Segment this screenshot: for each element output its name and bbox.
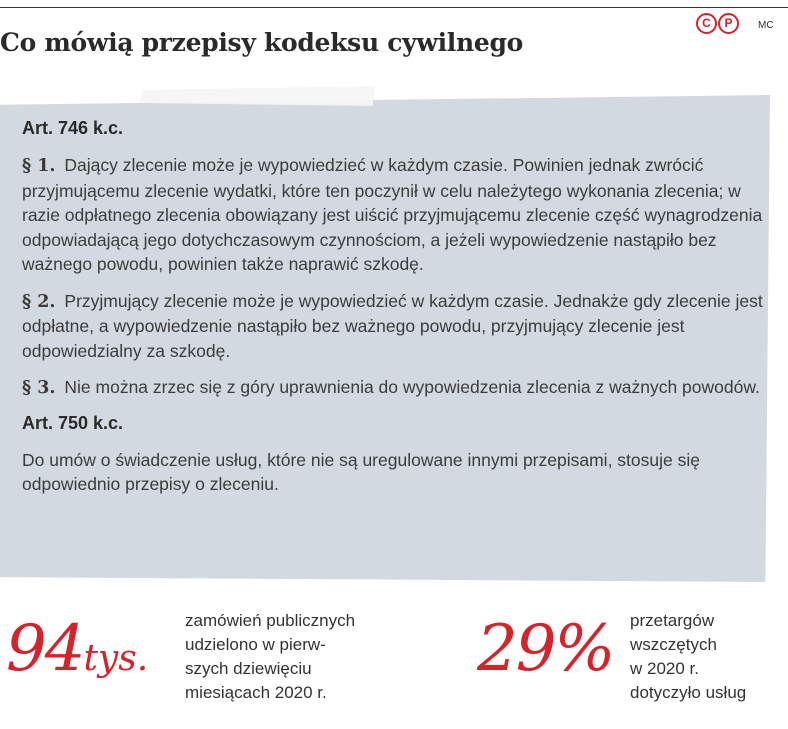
paragraph-text: Przyjmujący zlecenie może je wypowiedzieć w każdym czasie. Jednakże gdy zlecenie jest odpłatne, a wypowiedzenie nastąpiło bez ważnego powodu, przyjmujący zlecenie jest odpowiedzialny za szkodę. [22,290,763,361]
paragraph-746-1 [22,153,767,277]
copyright-badges [696,13,739,34]
article-heading-750: Art. 750 k.c. [22,412,124,433]
top-rule [0,7,788,8]
article-heading-746: Art. 746 k.c. [22,118,124,138]
stat-tenders [477,612,613,686]
stat-line: miesiącach 2020 r. [185,683,327,702]
paragraph-746-3 [22,375,767,401]
paragraph-text: Do umów o świadczenie usług, które nie są uregulowane innymi przepisami, stosuje się odpowiednio przepisy o zleceniu. [22,449,700,494]
page-title: Co mówią przepisy kodeksu cywilnego [0,28,524,57]
copyright-c-icon: C [696,13,717,34]
stat-line: w 2020 r. [630,659,699,678]
stat-unit: tys. [83,638,149,679]
paragraph-number: § 2. [22,291,56,312]
stat-number: 29% [477,612,614,686]
stat-line: udzielono w pierw- [185,635,326,654]
stat-line: zamówień publicznych [185,611,356,630]
law-content [22,112,767,509]
stat-line: szych dziewięciu [185,659,312,678]
paragraph-text: Dający zlecenie może je wypowiedzieć w każdym czasie. Powinien jednak zwrócić przyjmującemu zlecenie wydatki, które ten poczynił w celu należytego wykonania zlecenia; w razie odpłatnego zlecenia obowiązany jest uiścić przyjmującemu zlecenie część wynagrodzenia odpowiadającą jego dotychczasowym czynnościom, a jeżeli wypowiedzenie nastąpiło bez ważnego powodu, powinien także naprawić szkodę. [22,155,763,274]
author-initials: MC [758,20,774,31]
paragraph-746-2 [22,289,767,364]
paragraph-text: Nie można zrzec się z góry uprawnienia do wypowiedzenia zlecenia z ważnych powodów. [64,377,760,397]
copyright-p-icon: P [718,13,739,34]
stat-line: wszczętych [630,635,717,654]
stat-procurement-description [185,609,405,705]
paragraph-number: § 3. [22,378,56,398]
stat-line: przetargów [630,611,715,630]
stat-procurement [6,612,148,686]
paragraph-number: § 1. [22,156,56,176]
stat-line: dotyczyło usług [630,683,747,702]
tape-strip [140,86,375,106]
stat-tenders-description [630,609,788,705]
paragraph-750 [22,448,767,497]
stat-number: 94 [6,612,84,686]
